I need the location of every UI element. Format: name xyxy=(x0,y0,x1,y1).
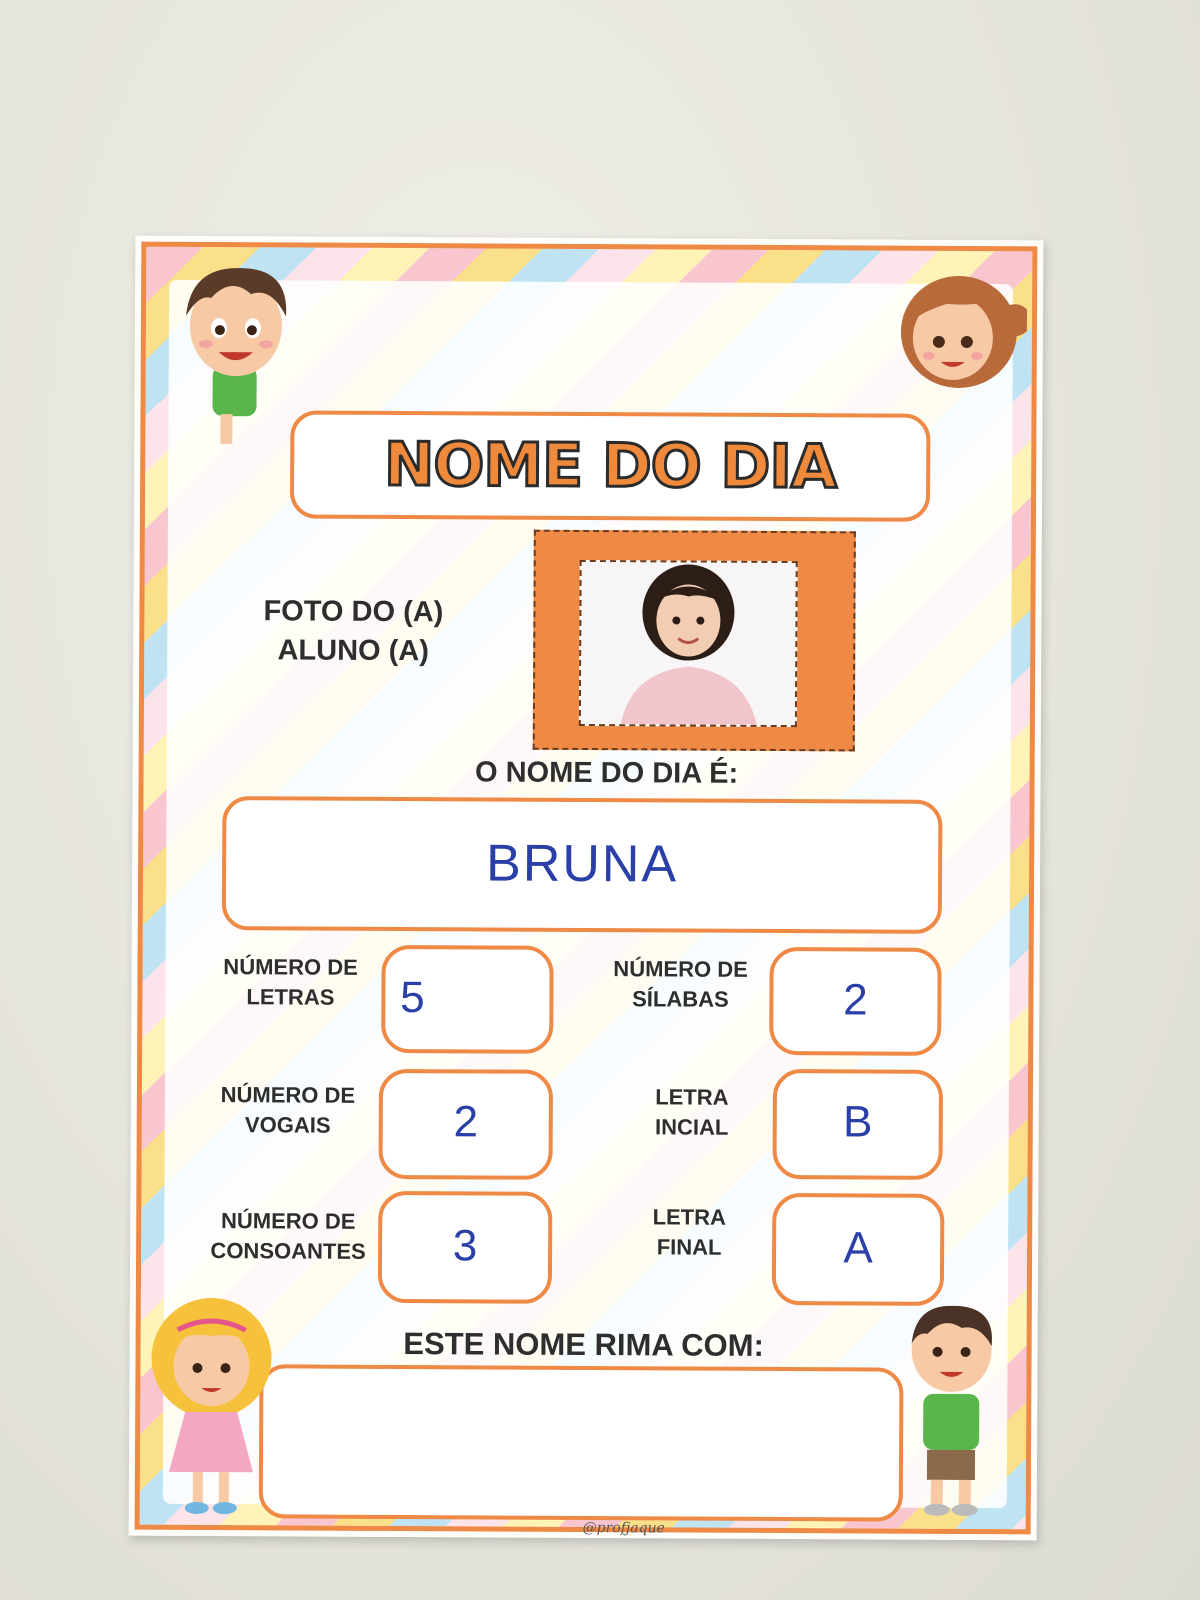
field-box-vogais xyxy=(378,1069,553,1180)
name-value: BRUNA xyxy=(485,834,679,894)
field-label-line: LETRA xyxy=(655,1084,729,1110)
girl-cartoon-icon xyxy=(887,262,1028,403)
photo-frame xyxy=(533,530,856,752)
boy-standing-cartoon-icon xyxy=(887,1294,1018,1525)
field-box-final xyxy=(772,1193,945,1306)
field-box-letras xyxy=(381,945,554,1054)
field-label-line: NÚMERO DE xyxy=(613,956,748,982)
student-photo-image xyxy=(581,562,796,725)
field-label-line: CONSOANTES xyxy=(210,1237,366,1264)
boy-cartoon-icon xyxy=(160,246,311,447)
field-value-consoantes: 3 xyxy=(452,1221,478,1271)
field-label-line: NÚMERO DE xyxy=(223,954,358,980)
photo-label-line1: FOTO DO (A) xyxy=(263,595,444,629)
field-box-consoantes xyxy=(378,1191,553,1304)
field-box-silabas xyxy=(769,947,942,1056)
photo-label xyxy=(233,592,473,672)
field-box-inicial xyxy=(772,1069,943,1180)
field-label-line: LETRAS xyxy=(246,983,335,1010)
field-label-inicial xyxy=(607,1082,777,1142)
rhyme-box xyxy=(259,1364,904,1521)
name-prompt: O NOME DO DIA É: xyxy=(474,756,739,790)
field-value-final: A xyxy=(843,1223,873,1273)
rhyme-prompt: ESTE NOME RIMA COM: xyxy=(403,1326,764,1363)
name-box xyxy=(222,796,943,934)
field-label-line: INCIAL xyxy=(655,1114,729,1140)
blonde-girl-cartoon-icon xyxy=(141,1292,282,1523)
field-label-vogais xyxy=(203,1080,373,1140)
field-value-silabas: 2 xyxy=(843,975,868,1025)
poster-inner xyxy=(163,280,1013,1537)
field-label-line: LETRA xyxy=(652,1204,726,1230)
field-value-letras: 5 xyxy=(400,973,425,1023)
credit-text: @profjaque xyxy=(582,1519,665,1537)
field-label-silabas xyxy=(595,954,765,1014)
title-banner xyxy=(290,410,931,521)
field-value-vogais: 2 xyxy=(453,1097,479,1147)
field-label-line: NÚMERO DE xyxy=(220,1208,356,1234)
field-label-consoantes xyxy=(198,1206,378,1266)
field-label-line: SÍLABAS xyxy=(632,985,729,1012)
field-label-line: NÚMERO DE xyxy=(220,1082,356,1108)
rhyme-value xyxy=(263,1418,899,1421)
page-title: NOME DO DIA xyxy=(383,429,837,503)
poster xyxy=(129,236,1044,1541)
field-label-line: FINAL xyxy=(656,1234,722,1260)
photo-label-line2: ALUNO (A) xyxy=(277,634,430,668)
field-label-final xyxy=(604,1202,774,1262)
field-label-letras xyxy=(205,952,375,1012)
student-photo xyxy=(579,560,798,727)
field-label-line: VOGAIS xyxy=(244,1111,331,1138)
field-value-inicial: B xyxy=(842,1097,873,1147)
